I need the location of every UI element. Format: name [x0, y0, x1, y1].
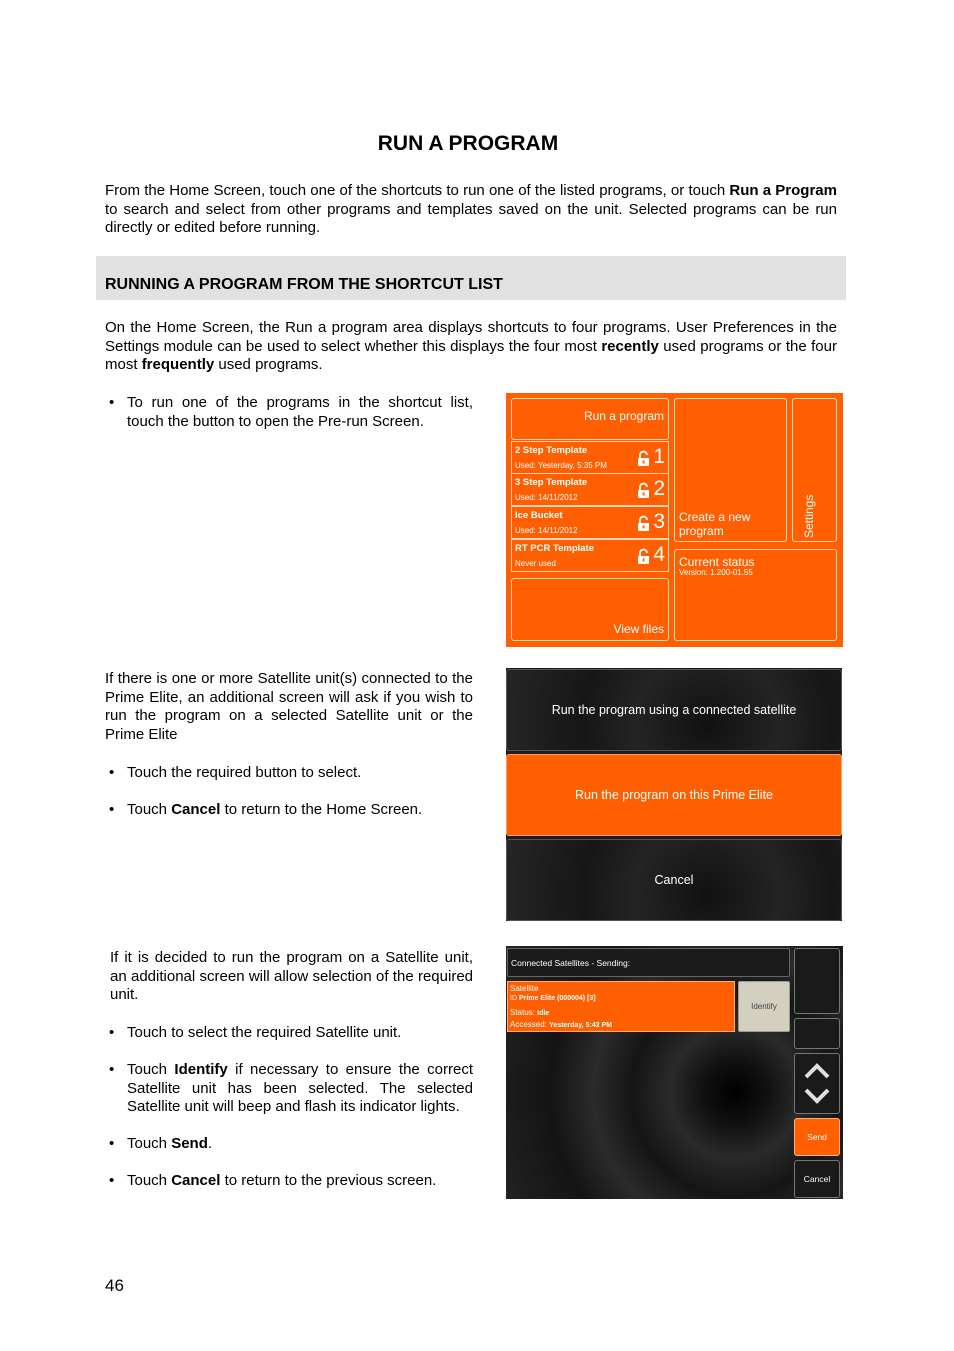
intro-text-2: to search and select from other programs and templates saved on the unit. Selected programs can be run directly or edited before running.	[105, 200, 837, 236]
accessed-label: Accessed:	[510, 1020, 547, 1029]
satellite-bullets	[105, 764, 473, 820]
intro-text: From the Home Screen, touch one of the shortcuts to run one of the listed programs, or touch	[105, 182, 730, 199]
shortcut-used: Used: Yesterday, 5:35 PM	[515, 461, 607, 470]
side-button-blank-2[interactable]	[794, 1018, 840, 1049]
run-on-satellite-label: Run the program using a connected satellite	[551, 703, 797, 717]
current-status-tile[interactable]	[674, 549, 837, 641]
intro-paragraph	[105, 182, 837, 238]
bullet-text: to return to the Home Screen.	[220, 801, 423, 818]
home-screen-screenshot	[506, 393, 843, 647]
shortcut-4[interactable]	[511, 539, 669, 572]
lock-icon	[637, 515, 650, 532]
run-on-prime-elite-label: Run the program on this Prime Elite	[574, 788, 773, 802]
select-bullets	[105, 1024, 473, 1191]
run-on-satellite-button[interactable]	[506, 669, 842, 751]
settings-label: Settings	[802, 494, 816, 538]
satellite-label: Satellite	[510, 984, 539, 993]
satellite-paragraph: If there is one or more Satellite unit(s) connected to the Prime Elite, an additional screen will ask if you wish to run the program on a selected Satellite unit or the Prime Elite	[105, 670, 473, 743]
scroll-buttons[interactable]	[794, 1053, 840, 1114]
satellite-list-item[interactable]	[507, 981, 735, 1032]
id-value: Prime Elite (000004) [3]	[518, 995, 596, 1002]
bullet-text: if necessary to ensure the correct Satellite unit has been selected. The selected Satellite unit will beep and flash its indicator lights.	[127, 1061, 474, 1115]
page-title: RUN A PROGRAM	[377, 132, 559, 155]
shortcut-used: Never used	[515, 559, 556, 568]
satellites-header: Connected Satellites - Sending:	[507, 948, 790, 977]
select-paragraph: If it is decided to run the program on a Satellite unit, an additional screen will allow selection of the required unit.	[110, 949, 473, 1003]
send-button[interactable]	[794, 1118, 840, 1156]
shortcut-3[interactable]	[511, 506, 669, 539]
accessed-value: Yesterday, 5:42 PM	[549, 1022, 613, 1029]
bullet-bold: Identify	[174, 1061, 228, 1078]
id-label: ID	[510, 995, 517, 1002]
cancel-label: Cancel	[803, 1174, 831, 1184]
intro-bold: Run a Program	[729, 182, 837, 199]
bullet-item	[105, 1172, 473, 1191]
side-button-blank[interactable]	[794, 948, 840, 1014]
shortcut-used: Used: 14/11/2012	[515, 493, 578, 502]
lock-icon	[637, 450, 650, 467]
view-files-label: View files	[613, 622, 664, 636]
satellite-status-row	[510, 1008, 549, 1017]
shortcut-name: 2 Step Template	[515, 445, 588, 456]
bullet-item: • To run one of the programs in the shortcut list, touch the button to open the Pre-run Screen.	[105, 394, 473, 431]
bullet-text: .	[207, 1135, 213, 1152]
run-program-tile[interactable]	[511, 398, 669, 440]
page-number: 46	[105, 1276, 124, 1295]
bullet-item	[105, 801, 473, 820]
bullet-text: Touch	[127, 1061, 175, 1078]
chevron-down-icon[interactable]	[803, 1087, 831, 1105]
bullet-text: Touch	[127, 801, 172, 818]
bullet-text: Touch	[127, 1172, 172, 1189]
shortcut-name: RT PCR Template	[515, 543, 595, 554]
section-title: RUNNING A PROGRAM FROM THE SHORTCUT LIST	[105, 276, 503, 293]
shortcut-bullets	[105, 394, 473, 431]
identify-label: Identify	[751, 1002, 777, 1011]
bullet-item	[105, 1135, 473, 1154]
chevron-up-icon[interactable]	[803, 1062, 831, 1080]
create-program-tile[interactable]	[674, 398, 787, 542]
shortcut-number: 1	[653, 445, 665, 468]
send-screen-screenshot	[506, 946, 843, 1199]
lock-icon	[637, 548, 650, 565]
bullet-text: Touch	[127, 1135, 172, 1152]
satellite-choice-screenshot	[506, 668, 842, 921]
send-label: Send	[807, 1132, 827, 1142]
shortcut-2[interactable]	[511, 473, 669, 506]
bullet-bold: Send	[171, 1135, 208, 1152]
identify-button[interactable]	[738, 981, 790, 1032]
view-files-tile[interactable]	[511, 578, 669, 641]
shortcut-number: 4	[653, 543, 665, 566]
section-text: On the Home Screen, the Run a program area displays shortcuts to four programs. User Preferences in the Settings module can be used to select whether this displays the four most	[105, 319, 837, 355]
create-program-label: Create a new program	[679, 510, 751, 538]
section-bold-frequently: frequently	[141, 356, 215, 373]
bullet-bold: Cancel	[171, 801, 221, 818]
section-text-3: used programs.	[214, 356, 323, 373]
status-value: Idle	[537, 1010, 550, 1017]
shortcut-1[interactable]	[511, 441, 669, 474]
cancel-button[interactable]	[794, 1160, 840, 1198]
bullet-text: to return to the previous screen.	[220, 1172, 437, 1189]
section-text-2: used programs or the four most	[105, 337, 837, 373]
bullet-bold: Cancel	[171, 1172, 221, 1189]
shortcut-number: 2	[653, 477, 665, 500]
section-paragraph	[105, 319, 837, 375]
bullet-item	[105, 1061, 473, 1117]
shortcut-name: 3 Step Template	[515, 477, 588, 488]
cancel-button[interactable]	[506, 839, 842, 921]
cancel-label: Cancel	[654, 873, 694, 887]
shortcut-used: Used: 14/11/2012	[515, 526, 578, 535]
status-label: Status:	[510, 1008, 535, 1017]
run-on-prime-elite-button[interactable]	[506, 754, 842, 836]
settings-tile[interactable]	[792, 398, 837, 542]
current-status-label: Current status	[679, 555, 755, 569]
version-label: Version: 1.200-01.55	[679, 568, 753, 577]
lock-icon	[637, 482, 650, 499]
shortcut-number: 3	[653, 510, 665, 533]
section-bold-recently: recently	[601, 337, 659, 355]
satellite-accessed-row	[510, 1020, 612, 1029]
bullet-item: • Touch the required button to select.	[105, 764, 473, 783]
shortcut-name: Ice Bucket	[515, 510, 563, 521]
run-program-label: Run a program	[583, 409, 664, 423]
satellite-id-row	[510, 995, 596, 1002]
bullet-item: • Touch to select the required Satellite unit.	[105, 1024, 473, 1043]
